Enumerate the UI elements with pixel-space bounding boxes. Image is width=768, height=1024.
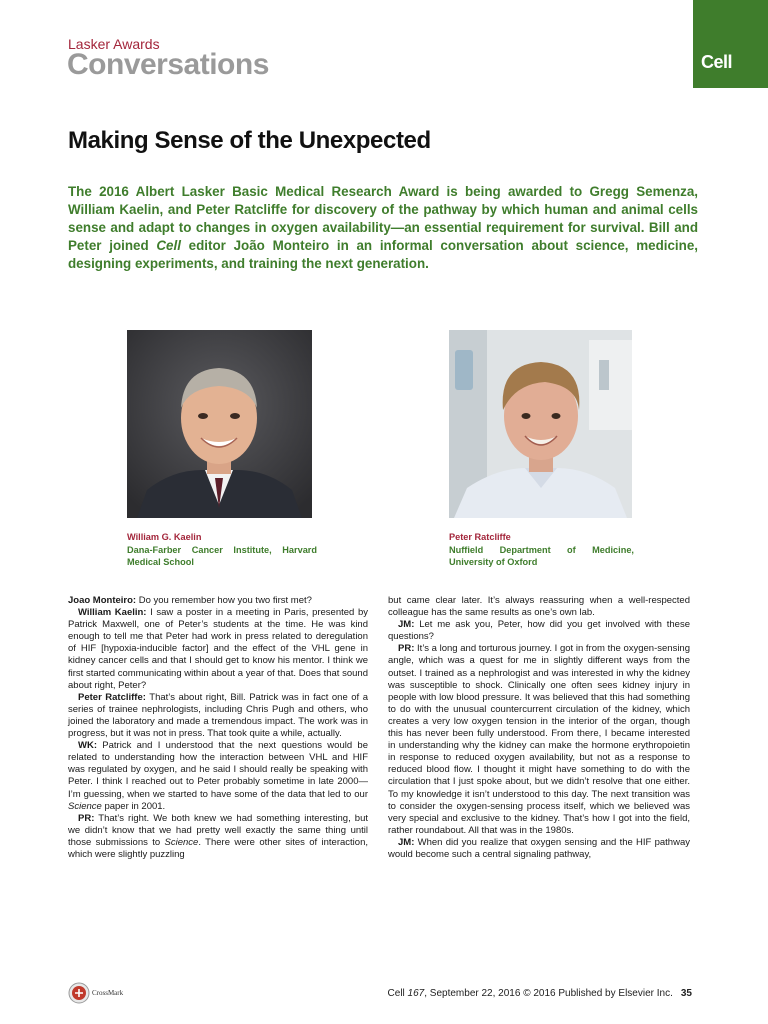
paragraph-text: but came clear later. It’s always reassuring when a well-respected colleague has the same results as one’s own lab. [388, 595, 690, 619]
speaker-label: WK: [78, 740, 97, 752]
paragraph-text: When did you realize that oxygen sensing and the HIF pathway would become such a central signaling pathway, [388, 836, 690, 860]
standfirst-part2: editor João Monteiro in an informal conversation about science, medicine, designing experiments, and training the next generation. [68, 238, 698, 271]
portrait-kaelin [127, 330, 312, 518]
journal-name: Science [164, 836, 199, 848]
page-number: 35 [680, 988, 692, 999]
paragraph [68, 813, 368, 861]
footer-volume: 167 [407, 988, 425, 999]
paragraph [68, 740, 368, 813]
article-standfirst [68, 183, 698, 273]
paragraph [388, 619, 690, 643]
section-kicker: Lasker Awards [68, 36, 160, 52]
caption-kaelin [127, 531, 317, 569]
footer-citation: , September 22, 2016 © 2016 Published by Elsevier Inc. [424, 988, 673, 999]
paragraph [68, 595, 368, 607]
paragraph-text: Let me ask you, Peter, how did you get involved with these questions? [388, 619, 690, 643]
speaker-label: William Kaelin: [78, 607, 147, 619]
paragraph-text: paper in 2001. [101, 800, 166, 812]
paragraph [68, 607, 368, 692]
body-column-right [388, 595, 690, 861]
speaker-label: PR: [78, 812, 95, 824]
portrait-kaelin-image [127, 330, 312, 518]
portrait-ratcliffe [449, 330, 632, 518]
speaker-label: Joao Monteiro: [68, 595, 137, 606]
crossmark-icon[interactable] [68, 982, 90, 1004]
caption-ratcliffe-name: Peter Ratcliffe [449, 532, 511, 542]
caption-ratcliffe [449, 531, 634, 569]
page-footer [388, 988, 692, 999]
standfirst-part1: The 2016 Albert Lasker Basic Medical Research Award is being awarded to Gregg Semenza, William Kaelin, and Peter Ratcliffe for discovery of the pathway by which human and animal cells sense and adapt to changes in oxygen availability—an essential requirement for survival. Bill and Peter joined [68, 184, 698, 253]
body-column-left [68, 595, 368, 861]
paragraph-text: . There were other sites of interaction, which were slightly puzzling [68, 836, 368, 860]
article-title: Making Sense of the Unexpected [68, 127, 431, 154]
series-title: Conversations [67, 48, 269, 81]
speaker-label: PR: [398, 643, 415, 655]
paragraph-text: That’s about right, Bill. Patrick was in fact one of a series of trainee nephrologists, including Chris Pugh and others, who joined the laboratory and made a tremendous impact. The work was in progress, but it was not in press. That took quite a while, actually. [68, 691, 368, 740]
journal-badge-label: Cell [701, 52, 733, 72]
paragraph-text: I saw a poster in a meeting in Paris, presented by Patrick Maxwell, one of Peter’s students at the time. He was kind enough to tell me that Peter had work in press related to deregulation of HIF [hypoxia-inducible factor] and the effect of the VHL gene in kidney cancer cells and that I should get to know his mentor. I think we first started communicating within about a year of that. Does that sound about right, Peter? [68, 607, 368, 691]
paragraph [68, 692, 368, 740]
speaker-label: JM: [398, 836, 415, 848]
portrait-ratcliffe-image [449, 330, 632, 518]
footer-journal: Cell [387, 988, 405, 999]
caption-kaelin-name: William G. Kaelin [127, 532, 202, 542]
speaker-label: Peter Ratcliffe: [78, 691, 146, 703]
speaker-label: JM: [398, 619, 415, 631]
standfirst-journal: Cell [156, 238, 181, 253]
paragraph [388, 595, 690, 619]
crossmark-label: CrossMark [92, 989, 124, 997]
paragraph-text: Patrick and I understood that the next questions would be related to understanding how the interaction between VHL and HIF was regulated by oxygen, and he said I should really be speaking with Peter. I think I reached out to Peter probably sometime in late 2000—I’m guessing, when we started to have some of the data that led to our [68, 740, 368, 800]
paragraph-text: Do you remember how you two first met? [136, 595, 312, 606]
journal-badge [693, 0, 768, 88]
paragraph-text: That’s right. We both knew we had something interesting, but we didn’t know that we had pretty well exactly the same thing until those submissions to [68, 812, 368, 848]
caption-kaelin-affiliation: Dana-Farber Cancer Institute, Harvard Medical School [127, 544, 317, 567]
paragraph [388, 643, 690, 837]
caption-ratcliffe-affiliation: Nuffield Department of Medicine, University of Oxford [449, 544, 634, 567]
journal-name: Science [68, 800, 102, 812]
paragraph-text: It’s a long and torturous journey. I got in from the oxygen-sensing angle, which was a quest for me in slightly different ways from the outset. I trained as a nephrologist and was interested in why the kidney was susceptible to shock. Clinically one often sees kidney injury in people with low blood pressure. It was believed that this had something to do with the unusual countercurrent circulation of the kidney, which creates a very low oxygen tension in the interior of the organ, though this has never been fully understood. From there, I became interested in understanding why the kidney can make the hormone erythropoietin in response to reduced oxygen availability, but not as a response to reduced blood flow. I thought it might have something to do with the circulation that I just spoke about, but we didn’t resolve that one either. To my knowledge it isn’t understood to this day. The next transition was to consider the oxygen-sensing process itself, which we believed was very special and exclusive to the kidney. That’s how I got into the field, rather roundabout. All that was in the 1980s. [388, 643, 690, 836]
paragraph [388, 837, 690, 861]
